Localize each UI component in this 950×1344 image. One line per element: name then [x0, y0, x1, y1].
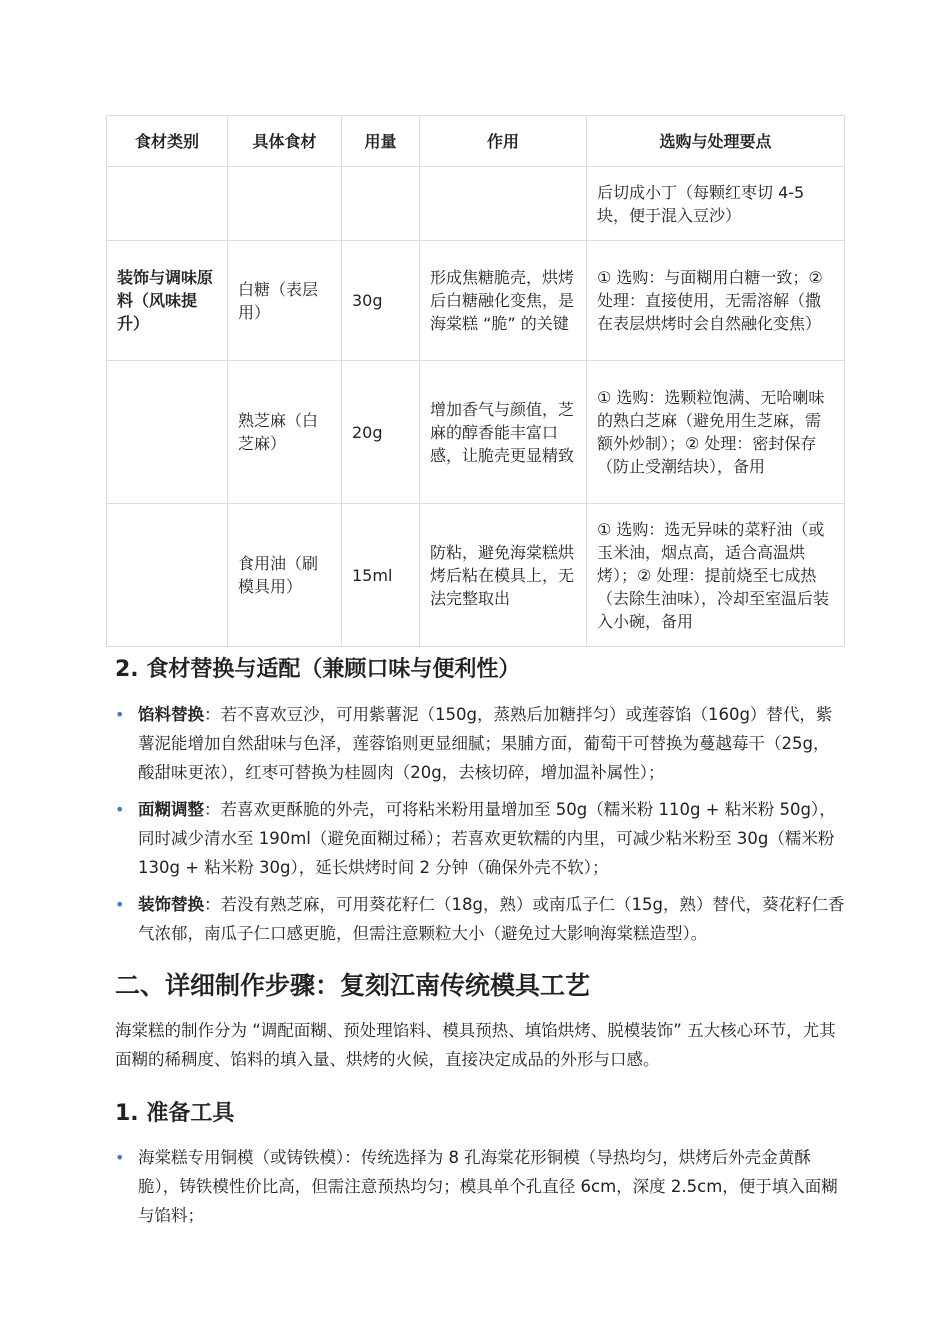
header-amount: 用量 — [342, 116, 420, 167]
header-item: 具体食材 — [228, 116, 342, 167]
cell-amount: 20g — [342, 361, 420, 504]
ingredients-table — [106, 115, 845, 647]
cell-amount — [342, 167, 420, 241]
substitution-list — [115, 700, 845, 956]
bullet-icon: • — [115, 705, 125, 724]
item-lead: 面糊调整 — [138, 800, 204, 819]
item-text: ：若喜欢更酥脆的外壳，可将粘米粉用量增加至 50g（糯米粉 110g + 粘米粉 50g），同时减少清水至 190ml（避免面糊过稀）；若喜欢更软糯的内里，可减少粘米粉至 30g（糯米粉 130g + 粘米粉 30g），延长烘烤时间 2 分钟（确保外壳不软）； — [138, 800, 836, 877]
cell-role: 增加香气与颜值，芝麻的醇香能丰富口感，让脆壳更显精致 — [420, 361, 587, 504]
list-item — [115, 890, 845, 948]
cell-tips: 后切成小丁（每颗红枣切 4-5 块，便于混入豆沙） — [587, 167, 845, 241]
bullet-icon: • — [115, 1148, 125, 1167]
section-main-title: 二、详细制作步骤：复刻江南传统模具工艺 — [115, 971, 591, 1000]
table-row — [107, 167, 845, 241]
section-sub-title: 2. 食材替换与适配（兼顾口味与便利性） — [115, 657, 521, 682]
cell-category — [107, 361, 228, 504]
item-lead: 馅料替换 — [138, 705, 204, 724]
list-item — [115, 700, 845, 787]
table-row — [107, 504, 845, 647]
item-lead: 装饰替换 — [138, 895, 204, 914]
cell-category: 装饰与调味原料（风味提升） — [107, 241, 228, 361]
cell-category — [107, 167, 228, 241]
tools-title: 1. 准备工具 — [115, 1101, 235, 1126]
list-item — [115, 1143, 845, 1230]
item-text: 海棠糕专用铜模（或铸铁模）：传统选择为 8 孔海棠花形铜模（导热均匀，烘烤后外壳金黄酥脆），铸铁模性价比高，但需注意预热均匀；模具单个孔直径 6cm，深度 2.5cm，便于填入面糊与馅料； — [138, 1148, 838, 1225]
header-category: 食材类别 — [107, 116, 228, 167]
header-role: 作用 — [420, 116, 587, 167]
intro-paragraph: 海棠糕的制作分为 “调配面糊、预处理馅料、模具预热、填馅烘烤、脱模装饰” 五大核心环节，尤其面糊的稀稠度、馅料的填入量、烘烤的火候，直接决定成品的外形与口感。 — [115, 1021, 836, 1069]
tools-list — [115, 1143, 845, 1238]
cell-role — [420, 167, 587, 241]
bullet-icon: • — [115, 895, 125, 914]
table-header-row — [107, 116, 845, 167]
cell-category — [107, 504, 228, 647]
cell-amount: 15ml — [342, 504, 420, 647]
list-item — [115, 795, 845, 882]
cell-role: 形成焦糖脆壳，烘烤后白糖融化变焦，是海棠糕 “脆” 的关键 — [420, 241, 587, 361]
table-row — [107, 241, 845, 361]
cell-tips: ① 选购：与面糊用白糖一致；② 处理：直接使用，无需溶解（撒在表层烘烤时会自然融化变焦） — [587, 241, 845, 361]
bullet-icon: • — [115, 800, 125, 819]
cell-tips: ① 选购：选无异味的菜籽油（或玉米油，烟点高，适合高温烘烤）；② 处理：提前烧至七成热（去除生油味），冷却至室温后装入小碗，备用 — [587, 504, 845, 647]
cell-role: 防粘，避免海棠糕烘烤后粘在模具上，无法完整取出 — [420, 504, 587, 647]
item-text: ：若不喜欢豆沙，可用紫薯泥（150g，蒸熟后加糖拌匀）或莲蓉馅（160g）替代，紫薯泥能增加自然甜味与色泽，莲蓉馅则更显细腻；果脯方面，葡萄干可替换为蔓越莓干（25g，酸甜味更浓），红枣可替换为桂圆肉（20g，去核切碎，增加温补属性）； — [138, 705, 833, 782]
table-row — [107, 361, 845, 504]
cell-item: 熟芝麻（白芝麻） — [228, 361, 342, 504]
cell-item: 白糖（表层用） — [228, 241, 342, 361]
cell-amount: 30g — [342, 241, 420, 361]
cell-tips: ① 选购：选颗粒饱满、无哈喇味的熟白芝麻（避免用生芝麻，需额外炒制）；② 处理：密封保存（防止受潮结块），备用 — [587, 361, 845, 504]
cell-item: 食用油（刷模具用） — [228, 504, 342, 647]
cell-item — [228, 167, 342, 241]
header-tips: 选购与处理要点 — [587, 116, 845, 167]
item-text: ：若没有熟芝麻，可用葵花籽仁（18g，熟）或南瓜子仁（15g，熟）替代，葵花籽仁香气浓郁，南瓜子仁口感更脆，但需注意颗粒大小（避免过大影响海棠糕造型）。 — [138, 895, 845, 943]
